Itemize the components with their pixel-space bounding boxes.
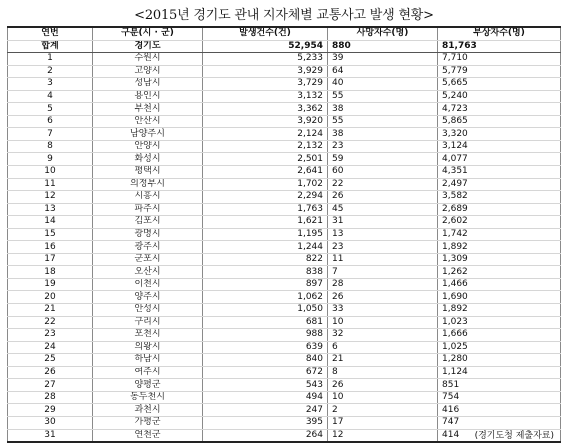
table-row [8, 329, 561, 342]
row-no: 25 [8, 354, 93, 367]
row-injuries: 7,710 [438, 53, 561, 66]
row-no: 1 [8, 53, 93, 66]
total-region: 경기도 [93, 40, 203, 53]
row-no: 17 [8, 253, 93, 266]
row-region: 구리시 [93, 316, 203, 329]
row-no: 6 [8, 115, 93, 128]
row-injuries: 1,023 [438, 316, 561, 329]
table-row [8, 241, 561, 254]
row-no: 27 [8, 379, 93, 392]
row-injuries: 4,723 [438, 103, 561, 116]
row-deaths: 10 [328, 316, 438, 329]
table-row [8, 391, 561, 404]
row-deaths: 17 [328, 416, 438, 429]
row-deaths: 26 [328, 191, 438, 204]
table-row [8, 228, 561, 241]
row-no: 22 [8, 316, 93, 329]
row-injuries: 2,497 [438, 178, 561, 191]
row-injuries: 3,124 [438, 140, 561, 153]
row-deaths: 2 [328, 404, 438, 417]
row-accidents: 2,641 [203, 166, 328, 179]
row-no: 12 [8, 191, 93, 204]
table-row [8, 341, 561, 354]
row-injuries: 1,690 [438, 291, 561, 304]
row-no: 11 [8, 178, 93, 191]
table-row [8, 278, 561, 291]
row-accidents: 5,233 [203, 53, 328, 66]
total-row [8, 40, 561, 53]
row-region: 오산시 [93, 266, 203, 279]
row-deaths: 23 [328, 140, 438, 153]
row-deaths: 10 [328, 391, 438, 404]
total-label: 합계 [8, 40, 93, 53]
row-no: 28 [8, 391, 93, 404]
row-accidents: 681 [203, 316, 328, 329]
row-region: 고양시 [93, 65, 203, 78]
row-deaths: 6 [328, 341, 438, 354]
row-accidents: 3,132 [203, 90, 328, 103]
header-no: 연번 [8, 27, 93, 40]
row-no: 7 [8, 128, 93, 141]
table-row [8, 404, 561, 417]
row-accidents: 2,294 [203, 191, 328, 204]
row-accidents: 264 [203, 429, 328, 442]
table-row [8, 103, 561, 116]
row-region: 파주시 [93, 203, 203, 216]
table-row [8, 78, 561, 91]
total-deaths: 880 [328, 40, 438, 53]
row-no: 29 [8, 404, 93, 417]
row-accidents: 3,929 [203, 65, 328, 78]
row-no: 30 [8, 416, 93, 429]
table-header-row [8, 27, 561, 40]
row-accidents: 1,050 [203, 304, 328, 317]
row-injuries: 5,865 [438, 115, 561, 128]
row-no: 4 [8, 90, 93, 103]
header-accidents: 발생건수(건) [203, 27, 328, 40]
row-accidents: 3,920 [203, 115, 328, 128]
row-injuries: 4,077 [438, 153, 561, 166]
row-deaths: 33 [328, 304, 438, 317]
row-region: 의왕시 [93, 341, 203, 354]
row-region: 안양시 [93, 140, 203, 153]
table-row [8, 191, 561, 204]
row-no: 2 [8, 65, 93, 78]
row-no: 19 [8, 278, 93, 291]
row-deaths: 38 [328, 128, 438, 141]
page-title: <2015년 경기도 관내 지자체별 교통사고 발생 현황> [134, 8, 434, 23]
row-region: 양주시 [93, 291, 203, 304]
row-region: 김포시 [93, 216, 203, 229]
row-injuries: 1,892 [438, 304, 561, 317]
row-no: 20 [8, 291, 93, 304]
row-region: 부천시 [93, 103, 203, 116]
row-no: 8 [8, 140, 93, 153]
row-accidents: 543 [203, 379, 328, 392]
row-accidents: 1,621 [203, 216, 328, 229]
table-row [8, 216, 561, 229]
table-row [8, 90, 561, 103]
row-no: 9 [8, 153, 93, 166]
row-deaths: 23 [328, 241, 438, 254]
row-deaths: 39 [328, 53, 438, 66]
row-accidents: 840 [203, 354, 328, 367]
row-region: 시흥시 [93, 191, 203, 204]
row-accidents: 1,244 [203, 241, 328, 254]
row-deaths: 55 [328, 90, 438, 103]
row-deaths: 59 [328, 153, 438, 166]
row-deaths: 22 [328, 178, 438, 191]
row-injuries: 3,582 [438, 191, 561, 204]
row-injuries: 5,779 [438, 65, 561, 78]
row-injuries: 1,262 [438, 266, 561, 279]
row-injuries: 2,602 [438, 216, 561, 229]
row-region: 이천시 [93, 278, 203, 291]
row-accidents: 494 [203, 391, 328, 404]
row-no: 26 [8, 366, 93, 379]
row-region: 양평군 [93, 379, 203, 392]
table-row [8, 253, 561, 266]
row-accidents: 1,195 [203, 228, 328, 241]
table-row [8, 366, 561, 379]
row-no: 31 [8, 429, 93, 442]
row-injuries: 1,892 [438, 241, 561, 254]
row-accidents: 3,362 [203, 103, 328, 116]
source-note: (경기도청 제출자료) [474, 431, 554, 441]
row-no: 3 [8, 78, 93, 91]
table-row [8, 354, 561, 367]
row-region: 하남시 [93, 354, 203, 367]
row-region: 화성시 [93, 153, 203, 166]
table-row [8, 53, 561, 66]
row-accidents: 897 [203, 278, 328, 291]
row-accidents: 395 [203, 416, 328, 429]
table-row [8, 304, 561, 317]
row-region: 수원시 [93, 53, 203, 66]
row-accidents: 1,062 [203, 291, 328, 304]
table-row [8, 166, 561, 179]
row-accidents: 2,124 [203, 128, 328, 141]
table-row [8, 153, 561, 166]
row-no: 23 [8, 329, 93, 342]
row-accidents: 1,763 [203, 203, 328, 216]
row-injuries: 1,666 [438, 329, 561, 342]
row-injuries: 5,665 [438, 78, 561, 91]
row-deaths: 21 [328, 354, 438, 367]
row-no: 14 [8, 216, 93, 229]
row-no: 24 [8, 341, 93, 354]
table-row [8, 178, 561, 191]
row-region: 안성시 [93, 304, 203, 317]
row-injuries: 5,240 [438, 90, 561, 103]
row-region: 성남시 [93, 78, 203, 91]
table-row [8, 65, 561, 78]
row-region: 광주시 [93, 241, 203, 254]
row-injuries: 416 [438, 404, 561, 417]
table-row [8, 291, 561, 304]
row-region: 광명시 [93, 228, 203, 241]
header-injuries: 부상자수(명) [438, 27, 561, 40]
row-injuries: 2,689 [438, 203, 561, 216]
row-deaths: 32 [328, 329, 438, 342]
header-deaths: 사망자수(명) [328, 27, 438, 40]
row-no: 15 [8, 228, 93, 241]
row-deaths: 40 [328, 78, 438, 91]
row-region: 평택시 [93, 166, 203, 179]
row-injuries: 754 [438, 391, 561, 404]
row-deaths: 7 [328, 266, 438, 279]
table-row [8, 140, 561, 153]
row-region: 군포시 [93, 253, 203, 266]
row-injuries: 747 [438, 416, 561, 429]
row-accidents: 247 [203, 404, 328, 417]
row-accidents: 3,729 [203, 78, 328, 91]
row-injuries: 1,124 [438, 366, 561, 379]
row-deaths: 64 [328, 65, 438, 78]
row-accidents: 988 [203, 329, 328, 342]
row-no: 16 [8, 241, 93, 254]
row-no: 5 [8, 103, 93, 116]
table-row [8, 115, 561, 128]
row-injuries: 1,025 [438, 341, 561, 354]
table-row [8, 379, 561, 392]
row-no: 13 [8, 203, 93, 216]
table-row [8, 266, 561, 279]
total-accidents: 52,954 [203, 40, 328, 53]
row-region: 과천시 [93, 404, 203, 417]
row-deaths: 31 [328, 216, 438, 229]
row-region: 포천시 [93, 329, 203, 342]
row-deaths: 60 [328, 166, 438, 179]
row-no: 21 [8, 304, 93, 317]
row-accidents: 672 [203, 366, 328, 379]
row-deaths: 26 [328, 379, 438, 392]
row-injuries: 1,309 [438, 253, 561, 266]
row-deaths: 13 [328, 228, 438, 241]
row-injuries: 1,466 [438, 278, 561, 291]
row-region: 연천군 [93, 429, 203, 442]
row-no: 18 [8, 266, 93, 279]
row-injuries: 1,742 [438, 228, 561, 241]
row-accidents: 822 [203, 253, 328, 266]
row-region: 남양주시 [93, 128, 203, 141]
row-injuries: 3,320 [438, 128, 561, 141]
row-region: 의정부시 [93, 178, 203, 191]
row-region: 여주시 [93, 366, 203, 379]
row-injuries: 414 [438, 429, 561, 442]
table-row [8, 203, 561, 216]
row-accidents: 1,702 [203, 178, 328, 191]
row-deaths: 12 [328, 429, 438, 442]
row-accidents: 2,132 [203, 140, 328, 153]
table-row [8, 128, 561, 141]
row-deaths: 28 [328, 278, 438, 291]
table-row [8, 316, 561, 329]
row-region: 용인시 [93, 90, 203, 103]
row-injuries: 851 [438, 379, 561, 392]
row-region: 동두천시 [93, 391, 203, 404]
row-injuries: 1,280 [438, 354, 561, 367]
row-injuries: 4,351 [438, 166, 561, 179]
traffic-accident-table [7, 26, 561, 443]
row-accidents: 639 [203, 341, 328, 354]
row-deaths: 11 [328, 253, 438, 266]
row-accidents: 2,501 [203, 153, 328, 166]
row-deaths: 45 [328, 203, 438, 216]
row-deaths: 38 [328, 103, 438, 116]
row-region: 안산시 [93, 115, 203, 128]
header-region: 구분(시 · 군) [93, 27, 203, 40]
row-deaths: 8 [328, 366, 438, 379]
row-deaths: 55 [328, 115, 438, 128]
total-injuries: 81,763 [438, 40, 561, 53]
row-no: 10 [8, 166, 93, 179]
row-region: 가평군 [93, 416, 203, 429]
row-deaths: 26 [328, 291, 438, 304]
row-accidents: 838 [203, 266, 328, 279]
